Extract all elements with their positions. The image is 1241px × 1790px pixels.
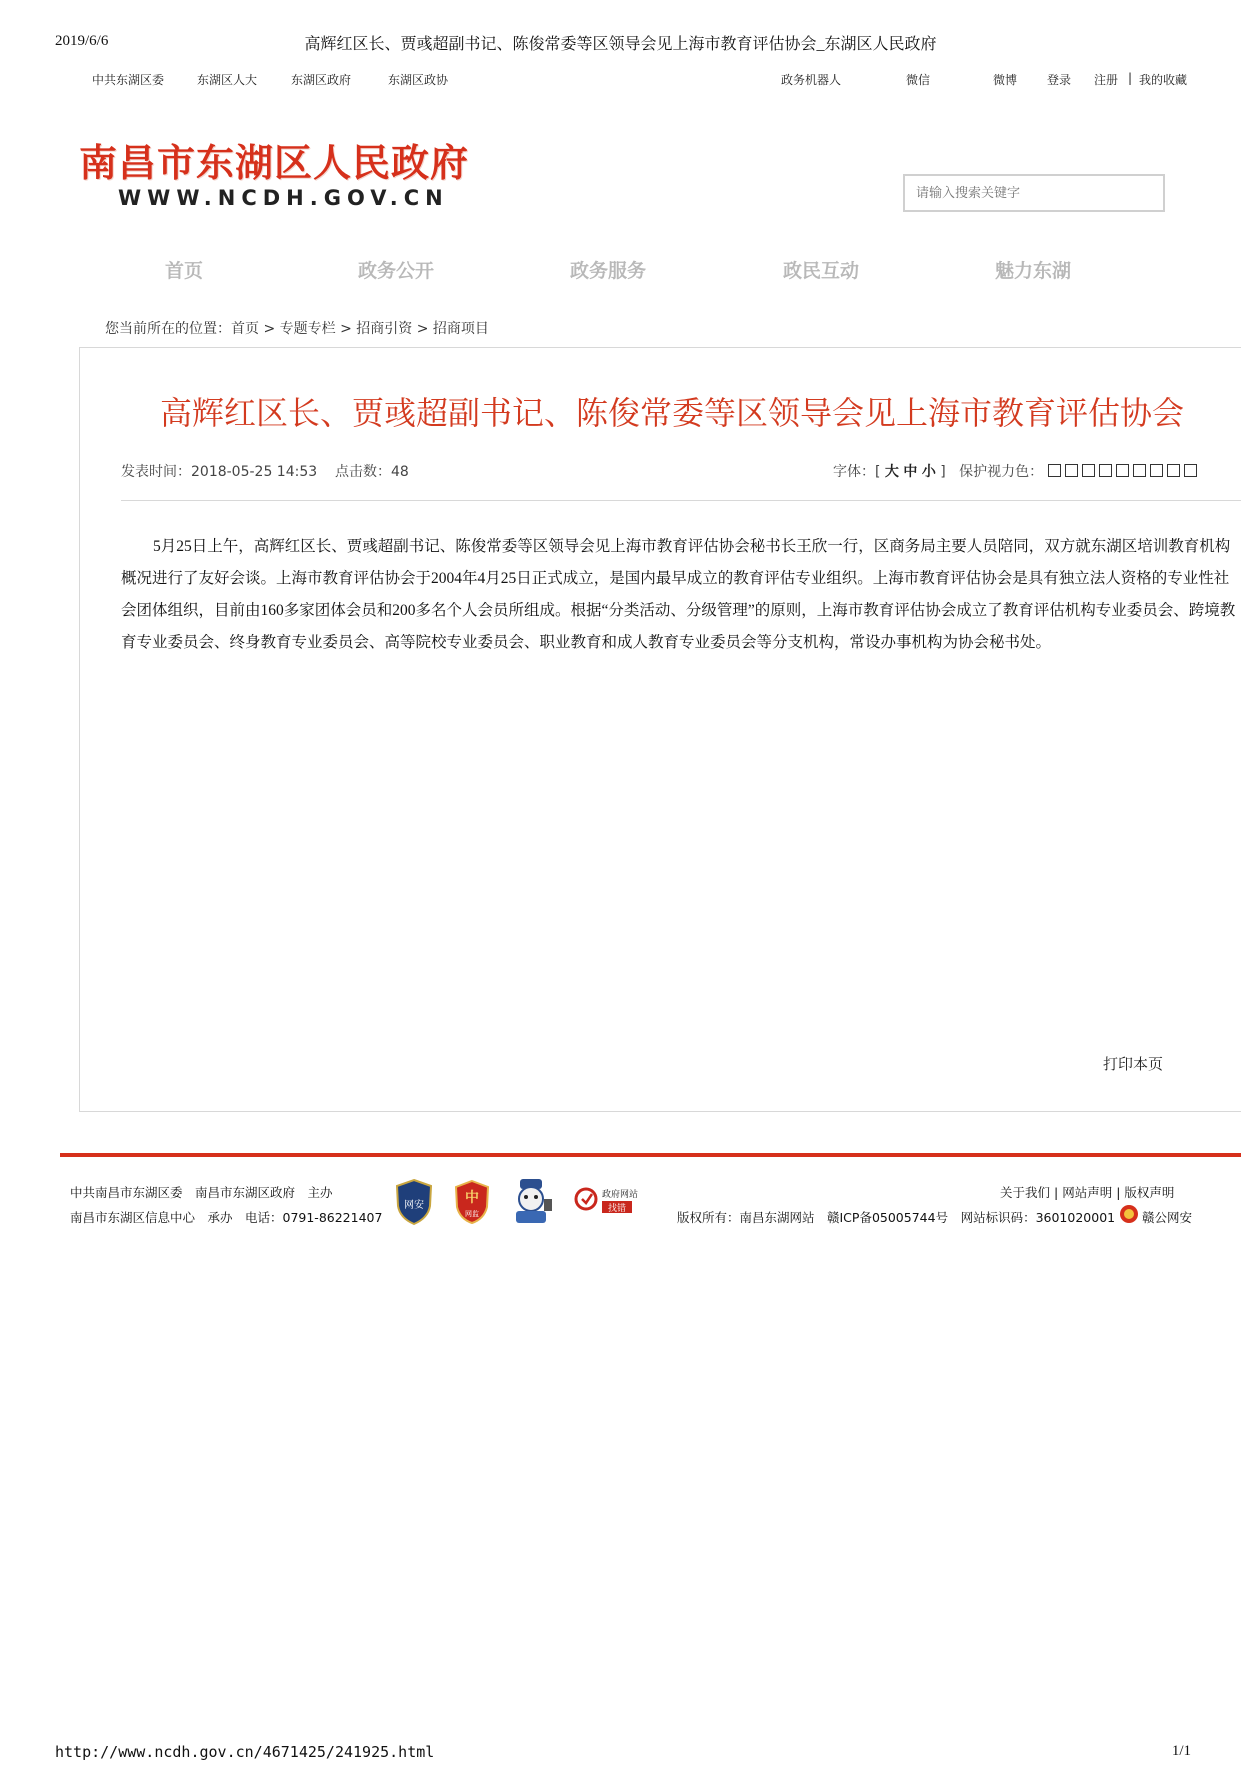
published-time: 2018-05-25 14:53	[191, 464, 318, 480]
print-page-button[interactable]: 打印本页	[1103, 1055, 1164, 1073]
eye-care-swatch[interactable]	[1150, 464, 1163, 477]
toplink-login[interactable]: 登录	[1047, 73, 1072, 87]
article-viewport	[80, 348, 1241, 1108]
public-security-emblem-icon[interactable]	[1119, 1204, 1139, 1224]
eye-care-swatch[interactable]	[1167, 464, 1180, 477]
font-size-medium-button[interactable]: 中	[903, 464, 918, 480]
toplink-party-committee[interactable]: 中共东湖区委	[92, 73, 165, 87]
meta-divider	[121, 500, 1241, 501]
svg-text:政府网站: 政府网站	[602, 1190, 639, 1200]
svg-text:中: 中	[465, 1190, 479, 1206]
published-label: 发表时间：	[121, 464, 191, 480]
footer-copyright: 版权所有：南昌东湖网站 赣ICP备05005744号 网站标识码：3601020001	[677, 1210, 1116, 1225]
eye-care-swatch[interactable]	[1133, 464, 1146, 477]
eye-care-swatch[interactable]	[1082, 464, 1095, 477]
toplink-register[interactable]: 注册	[1094, 73, 1119, 87]
footer-operator: 南昌市东湖区信息中心 承办 电话：0791-86221407	[70, 1210, 383, 1225]
breadcrumb-sep: >	[412, 321, 433, 337]
badge-text: 网安	[404, 1200, 424, 1211]
footer-link-sep: |	[1116, 1185, 1121, 1200]
toplink-gov-robot[interactable]: 政务机器人	[781, 73, 842, 87]
breadcrumb-investment[interactable]: 招商引资	[356, 321, 413, 337]
footer-statement-link[interactable]: 网站声明	[1062, 1185, 1113, 1200]
breadcrumb-investment-projects[interactable]: 招商项目	[432, 321, 489, 337]
eye-care-swatch[interactable]	[1065, 464, 1078, 477]
breadcrumb-topics[interactable]: 专题专栏	[279, 321, 336, 337]
breadcrumb-sep: >	[335, 321, 357, 337]
toplink-favorites[interactable]: 我的收藏	[1139, 73, 1188, 87]
footer-divider	[60, 1153, 1241, 1157]
article-body: 5月25日上午，高辉红区长、贾彧超副书记、陈俊常委等区领导会见上海市教育评估协会秘书长王欣一行，区商务局主要人员陪同，双方就东湖区培训教育机构概况进行了友好会谈。上海市教育评估协会于2004年4月25日正式成立，是国内最早成立的教育评估专业组织。上海市教育评估协会是具有独立法人资格的专业性社会团体组织，目前由160多家团体会员和200多名个人会员所组成。根据“分类活动、分级管理”的原则，上海市教育评估协会成立了教育评估机构专业委员会、跨境教育专业委员会、终身教育专业委员会、高等院校专业委员会、职业教育和成人教育专业委员会等分支机构，常设办事机构为协会秘书处。	[121, 538, 1236, 651]
footer-about-link[interactable]: 关于我们	[1000, 1185, 1051, 1200]
eye-care-swatch[interactable]	[1048, 464, 1061, 477]
font-size-label: 字体：[	[833, 464, 881, 480]
click-count: 48	[390, 464, 409, 480]
eye-care-swatch[interactable]	[1184, 464, 1197, 477]
cyber-police-icon[interactable]	[508, 1175, 554, 1227]
eye-care-swatch[interactable]	[1099, 464, 1112, 477]
nav-charming-donghu[interactable]: 魅力东湖	[995, 260, 1072, 282]
eye-care-swatches	[1048, 464, 1201, 480]
police-shield-icon[interactable]	[394, 1178, 434, 1226]
toplink-peoples-congress[interactable]: 东湖区人大	[197, 73, 258, 87]
breadcrumb-prefix: 您当前所在的位置：	[105, 321, 231, 337]
print-page-title: 高辉红区长、贾彧超副书记、陈俊常委等区领导会见上海市教育评估协会_东湖区人民政府	[304, 36, 937, 53]
toplink-wechat[interactable]: 微信	[906, 73, 931, 87]
toplink-district-government[interactable]: 东湖区政府	[291, 73, 352, 87]
site-logo[interactable]: 南昌市东湖区人民政府	[79, 141, 470, 185]
footer-organizer: 中共南昌市东湖区委 南昌市东湖区政府 主办	[70, 1185, 333, 1200]
font-size-close: ]	[940, 464, 946, 480]
search-input[interactable]	[903, 174, 1165, 212]
print-page-number: 1/1	[1171, 1743, 1191, 1759]
footer-gongan-record[interactable]: 赣公网安	[1142, 1210, 1193, 1225]
error-report-icon[interactable]	[574, 1183, 652, 1217]
eye-care-swatch[interactable]	[1116, 464, 1129, 477]
print-url: http://www.ncdh.gov.cn/4671425/241925.html	[55, 1743, 435, 1761]
font-size-small-button[interactable]: 小	[921, 464, 936, 480]
toplink-cppcc[interactable]: 东湖区政协	[388, 73, 449, 87]
eye-care-label: 保护视力色：	[959, 464, 1044, 480]
breadcrumb	[105, 318, 489, 338]
nav-home[interactable]: 首页	[165, 260, 204, 282]
party-emblem-icon[interactable]	[452, 1179, 492, 1225]
font-size-large-button[interactable]: 大	[884, 464, 899, 480]
footer-links	[1000, 1183, 1174, 1201]
site-logo-url: WWW.NCDH.GOV.CN	[118, 186, 449, 210]
badge-text: 网监	[465, 1210, 479, 1218]
article-meta	[121, 461, 409, 481]
breadcrumb-sep: >	[259, 321, 280, 337]
print-date: 2019/6/6	[55, 33, 109, 49]
nav-interaction[interactable]: 政民互动	[783, 260, 860, 282]
toplink-weibo[interactable]: 微博	[993, 73, 1018, 87]
nav-gov-affairs-open[interactable]: 政务公开	[358, 260, 435, 282]
clicks-label: 点击数：	[334, 464, 391, 480]
breadcrumb-home[interactable]: 首页	[231, 321, 259, 337]
top-links-bar	[0, 71, 1241, 87]
svg-text:找错: 找错	[607, 1204, 627, 1214]
footer-copyright-link[interactable]: 版权声明	[1124, 1185, 1175, 1200]
nav-gov-services[interactable]: 政务服务	[570, 260, 647, 282]
article-title: 高辉红区长、贾彧超副书记、陈俊常委等区领导会见上海市教育评估协会	[160, 394, 1185, 432]
toplink-separator: |	[1128, 71, 1133, 85]
footer-link-sep: |	[1054, 1185, 1059, 1200]
article-tools	[833, 461, 1201, 481]
